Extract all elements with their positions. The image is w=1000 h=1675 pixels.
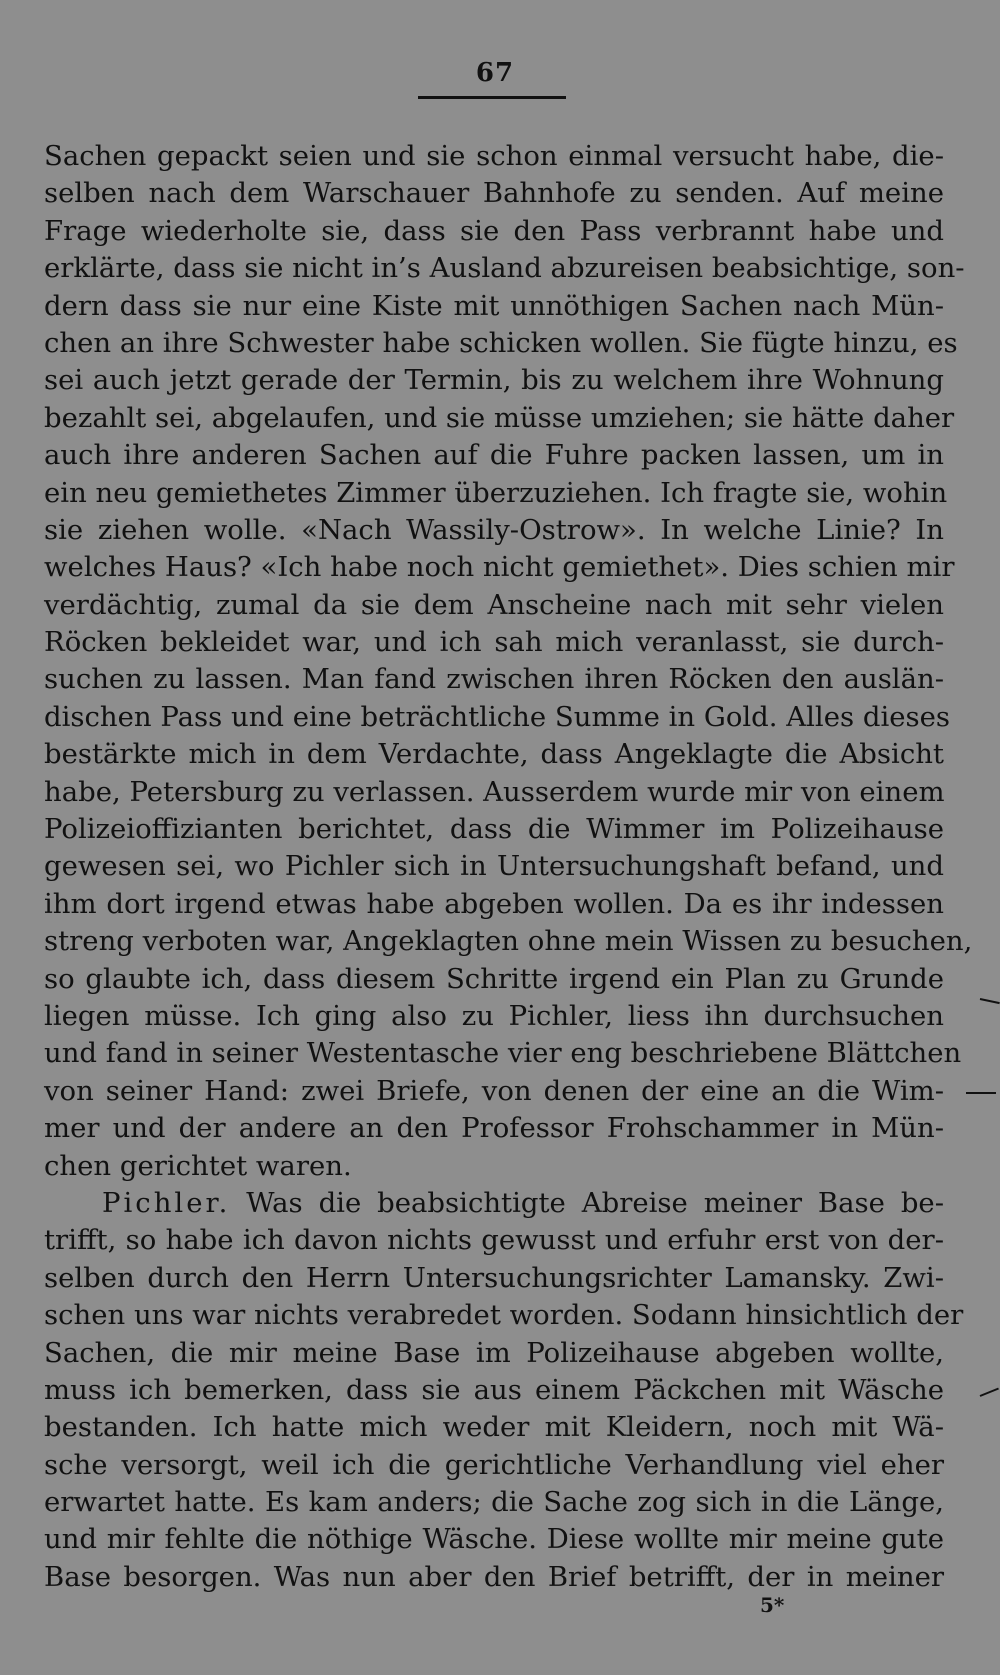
text-line: streng verboten war, Angeklagten ohne mein Wissen zu besuchen, [44, 925, 973, 958]
text-line: verdächtig, zumal da sie dem Anscheine nach mit sehr vielen [44, 588, 944, 621]
speaker-name: Pichler. [102, 1186, 231, 1219]
text-line: suchen zu lassen. Man fand zwischen ihren Röcken den auslän- [44, 663, 944, 696]
text-line: Sachen gepackt seien und sie schon einmal versucht habe, die- [44, 140, 944, 172]
text-line: Röcken bekleidet war, und ich sah mich veranlasst, sie durch- [44, 626, 944, 659]
text-line: chen an ihre Schwester habe schicken wollen. Sie fügte hinzu, es [44, 326, 958, 359]
text-line: liegen müsse. Ich ging also zu Pichler, liess ihn durchsuchen [44, 999, 944, 1032]
margin-mark [966, 1092, 996, 1094]
margin-mark [980, 998, 1000, 1004]
text-line: sei auch jetzt gerade der Termin, bis zu welchem ihre Wohnung [44, 364, 944, 397]
page-number: 67 [475, 58, 515, 88]
header-rule [418, 96, 566, 99]
text-line: Base besorgen. Was nun aber den Brief betrifft, der in meiner [44, 1560, 944, 1593]
text-line: ihm dort irgend etwas habe abgeben wollen. Da es ihr indessen [44, 887, 944, 920]
text-line: bezahlt sei, abgelaufen, und sie müsse umziehen; sie hätte daher [44, 401, 955, 434]
text-line: selben durch den Herrn Untersuchungsrichter Lamansky. Zwi- [44, 1261, 944, 1294]
text-line: welches Haus? «Ich habe noch nicht gemiethet». Dies schien mir [44, 551, 955, 584]
text-line: selben nach dem Warschauer Bahnhofe zu senden. Auf meine [44, 177, 944, 210]
text-line: habe, Petersburg zu verlassen. Ausserdem wurde mir von einem [44, 775, 945, 808]
text-line: dischen Pass und eine beträchtliche Summe in Gold. Alles dieses [44, 700, 951, 733]
text-line: muss ich bemerken, dass sie aus einem Päckchen mit Wäsche [44, 1373, 944, 1406]
text-line: erwartet hatte. Es kam anders; die Sache zog sich in die Länge, [44, 1486, 944, 1519]
body-text [44, 138, 973, 1596]
speech-text: Was die beabsichtigte Abreise meiner Base be- [230, 1186, 944, 1219]
text-line: dern dass sie nur eine Kiste mit unnöthigen Sachen nach Mün- [44, 289, 944, 322]
text-line: schen uns war nichts verabredet worden. Sodann hinsichtlich der [44, 1299, 964, 1332]
text-line: sie ziehen wolle. «Nach Wassily-Ostrow». In welche Linie? In [44, 513, 944, 546]
text-line: von seiner Hand: zwei Briefe, von denen der eine an die Wim- [44, 1074, 944, 1107]
text-line: erklärte, dass sie nicht in’s Ausland abzureisen beabsichtige, son- [44, 252, 965, 285]
text-line: auch ihre anderen Sachen auf die Fuhre packen lassen, um in [44, 439, 944, 472]
text-line: bestärkte mich in dem Verdachte, dass Angeklagte die Absicht [44, 738, 944, 771]
text-line: bestanden. Ich hatte mich weder mit Kleidern, noch mit Wä- [44, 1411, 944, 1444]
text-line: Polizeioffizianten berichtet, dass die Wimmer im Polizeihause [44, 813, 944, 846]
text-line: mer und der andere an den Professor Frohschammer in Mün- [44, 1112, 944, 1145]
text-line: und mir fehlte die nöthige Wäsche. Diese wollte mir meine gute [44, 1523, 944, 1556]
text-line: trifft, so habe ich davon nichts gewusst und erfuhr erst von der- [44, 1224, 944, 1257]
speech-first-line [44, 1185, 944, 1222]
text-line: ein neu gemiethetes Zimmer überzuziehen. Ich fragte sie, wohin [44, 476, 948, 509]
text-line: so glaubte ich, dass diesem Schritte irgend ein Plan zu Grunde [44, 962, 944, 995]
text-line: sche versorgt, weil ich die gerichtliche Verhandlung viel eher [44, 1448, 944, 1481]
printer-signature-mark: 5* [760, 1593, 785, 1617]
text-line: gewesen sei, wo Pichler sich in Untersuchungshaft befand, und [44, 850, 944, 883]
margin-mark [980, 1388, 999, 1397]
text-line: Frage wiederholte sie, dass sie den Pass verbrannt habe und [44, 214, 944, 247]
text-line: und fand in seiner Westentasche vier eng beschriebene Blättchen [44, 1037, 962, 1070]
text-line: chen gerichtet waren. [44, 1149, 352, 1182]
text-line: Sachen, die mir meine Base im Polizeihause abgeben wollte, [44, 1336, 944, 1369]
